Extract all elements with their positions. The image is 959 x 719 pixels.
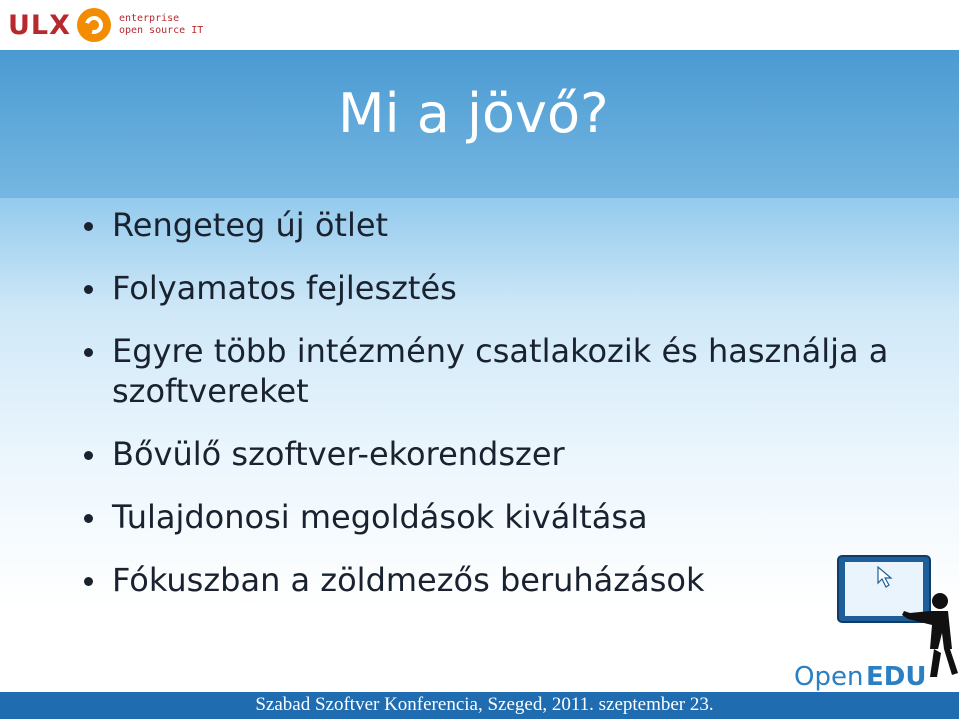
ulx-tagline [119, 13, 203, 37]
ulx-logo-icon [77, 8, 111, 42]
bullet-item-3: Egyre több intézmény csatlakozik és használja a szoftvereket [82, 331, 902, 411]
ulx-logo [8, 8, 203, 42]
openedu-logo [790, 553, 959, 693]
footer-bar [0, 692, 959, 719]
bullet-list [82, 205, 902, 623]
ulx-tagline-line1: enterprise [118, 13, 180, 24]
ulx-tagline-line2: open source IT [118, 25, 204, 36]
bullet-item-5: Tulajdonosi megoldások kiváltása [82, 497, 902, 537]
footer-text: Szabad Szoftver Konferencia, Szeged, 2011. szeptember 23. [255, 694, 714, 715]
bullet-item-4: Bővülő szoftver-ekorendszer [82, 434, 902, 474]
top-bar [0, 0, 959, 50]
bullet-item-6: Fókuszban a zöldmezős beruházások [82, 560, 902, 600]
bullet-item-2: Folyamatos fejlesztés [82, 268, 902, 308]
openedu-text-edu: EDU [866, 662, 927, 692]
ulx-logo-text: ULX [8, 9, 71, 41]
slide-title: Mi a jövő? [338, 82, 609, 145]
bullet-item-1: Rengeteg új ötlet [82, 205, 902, 245]
openedu-text-open: Open [794, 662, 864, 692]
